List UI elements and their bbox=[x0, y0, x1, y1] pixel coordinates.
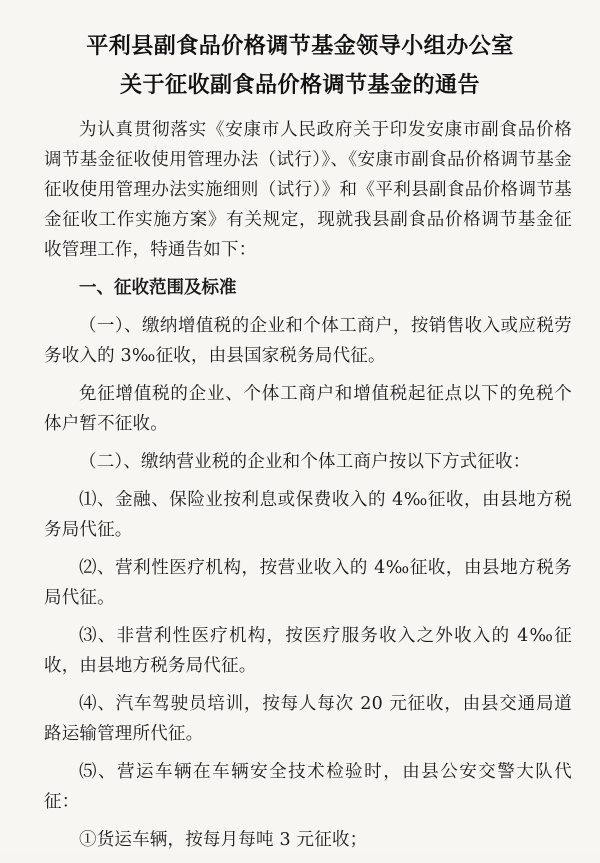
section-heading: 一、征收范围及标准 bbox=[79, 278, 237, 298]
intro-paragraph: 为认真贯彻落实《安康市人民政府关于印发安康市副食品价格调节基金征收使用管理办法（试行）》、《安康市副食品价格调节基金征收使用管理办法实施细则（试行）》和《平利县副食品价格调节基金征收工作实施方案》有关规定，现就我县副食品价格调节基金征收管理工作，特通告如下： bbox=[44, 120, 572, 260]
paragraph-freight: ①货运车辆，按每月每吨 3 元征收； bbox=[79, 830, 368, 850]
paragraph-subitem-4: ⑷、汽车驾驶员培训，按每人每次 20 元征收，由县交通局道路运输管理所代征。 bbox=[44, 694, 572, 744]
paragraph-subitem-2: ⑵、营利性医疗机构，按营业收入的 4‰征收，由县地方税务局代征。 bbox=[44, 558, 572, 608]
paragraph-item-1: （一）、缴纳增值税的企业和个体工商户，按销售收入或应税劳务收入的 3‰征收，由县国家税务局代征。 bbox=[44, 316, 572, 366]
document-body bbox=[44, 115, 572, 863]
paragraph-subitem-5: ⑸、营运车辆在车辆安全技术检验时，由县公安交警大队代征： bbox=[44, 762, 572, 812]
document-title-line1: 平利县副食品价格调节基金领导小组办公室 bbox=[86, 34, 514, 59]
paragraph-item-2: （二）、缴纳营业税的企业和个体工商户按以下方式征收： bbox=[79, 452, 531, 472]
paragraph-subitem-1: ⑴、金融、保险业按利息或保费收入的 4‰征收，由县地方税务局代征。 bbox=[44, 490, 572, 540]
document-title-line2: 关于征收副食品价格调节基金的通告 bbox=[119, 73, 480, 98]
paragraph-exemption: 免征增值税的企业、个体工商户和增值税起征点以下的免税个体户暂不征收。 bbox=[44, 384, 572, 434]
paragraph-subitem-3: ⑶、非营利性医疗机构，按医疗服务收入之外收入的 4‰征收，由县地方税务局代征。 bbox=[44, 626, 572, 676]
